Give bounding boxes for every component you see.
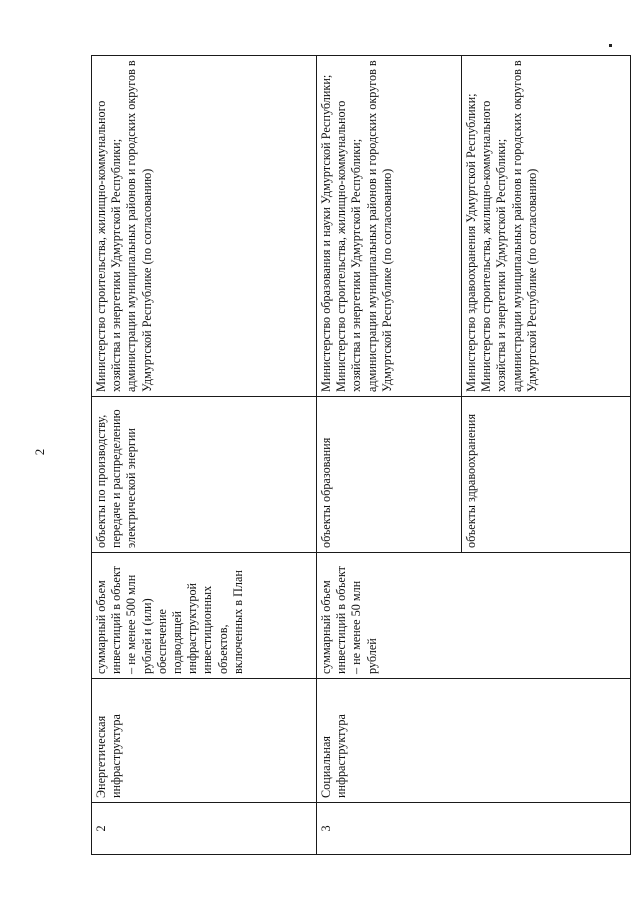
responsible-line: Министерство здравоохранения Удмуртской Республики;	[464, 93, 478, 392]
object-type: объекты по производству, передаче и распределению электрической энергии	[92, 397, 317, 553]
responsible-line: Министерство строительства, жилищно-коммунального хозяйства и энергетики Удмуртской Республики;	[334, 100, 364, 392]
responsible-line: Министерство строительства, жилищно-коммунального хозяйства и энергетики Удмуртской Республики;	[479, 100, 509, 392]
responsible-bodies	[92, 56, 317, 397]
row-number: 2	[92, 803, 317, 855]
responsible-line: администрации муниципальных районов и городских округов в Удмуртской Республике (по согласованию)	[124, 60, 154, 392]
table-row	[317, 56, 462, 855]
infrastructure-table	[91, 55, 631, 855]
responsible-line: администрации муниципальных районов и городских округов в Удмуртской Республике (по согласованию)	[364, 60, 394, 392]
responsible-line: администрации муниципальных районов и городских округов в Удмуртской Республике (по согласованию)	[509, 60, 539, 392]
infrastructure-type: Энергетическая инфраструктура	[92, 679, 317, 803]
investment-criteria: суммарный объем инвестиций в объект – не менее 500 млн рублей и (или) обеспечение подводящей инфраструктурой инвестиционных объектов, включенных в План	[92, 553, 317, 679]
responsible-bodies	[317, 56, 462, 397]
scan-speck	[609, 44, 612, 47]
page-number: 2	[32, 448, 47, 456]
infrastructure-type: Социальная инфраструктура	[317, 679, 631, 803]
object-type: объекты образования	[317, 397, 462, 553]
rotated-table-wrapper	[91, 55, 617, 855]
responsible-line: Министерство образования и науки Удмуртской Республики;	[319, 74, 333, 392]
investment-criteria: суммарный объем инвестиций в объект – не менее 50 млн рублей	[317, 553, 631, 679]
object-type: объекты здравоохранения	[462, 397, 631, 553]
row-number: 3	[317, 803, 631, 855]
responsible-bodies	[462, 56, 631, 397]
responsible-line: Министерство строительства, жилищно-коммунального хозяйства и энергетики Удмуртской Республики;	[94, 100, 124, 392]
table-row	[92, 56, 317, 855]
